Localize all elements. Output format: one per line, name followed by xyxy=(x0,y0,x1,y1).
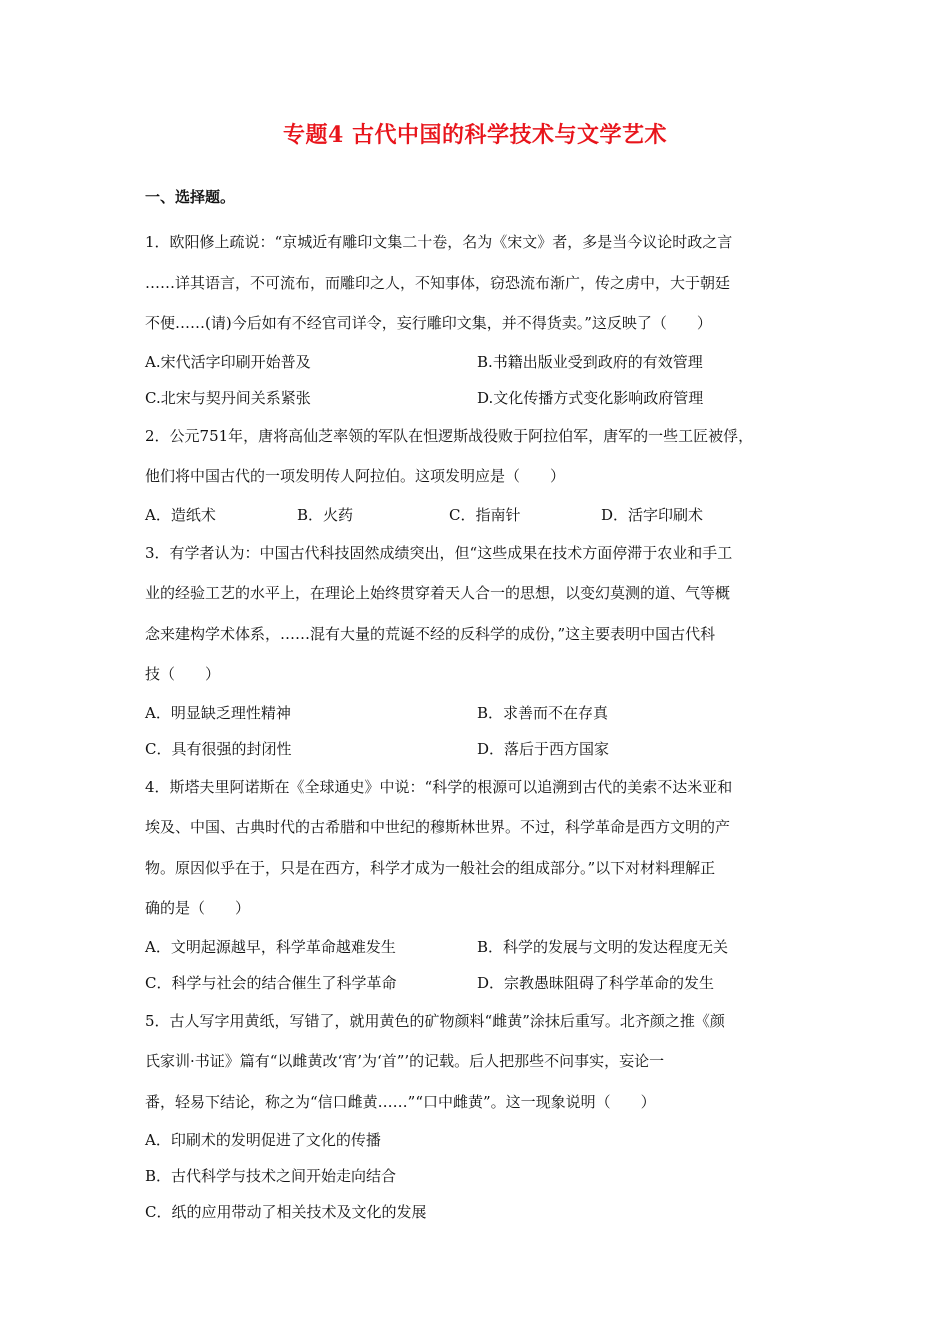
question-3-option-a: A．明显缺乏理性精神 xyxy=(145,703,291,722)
question-1-line-3: 不便……(请)今后如有不经官司详令，妄行雕印文集，并不得货卖。”这反映了（ ） xyxy=(145,314,712,332)
question-2-option-a: A．造纸术 xyxy=(145,505,216,524)
section-heading: 一、选择题。 xyxy=(145,188,236,206)
question-5-option-b: B．古代科学与技术之间开始走向结合 xyxy=(145,1167,397,1185)
question-2-option-d: D．活字印刷术 xyxy=(601,505,704,524)
question-3-option-c: C．具有很强的封闭性 xyxy=(145,739,292,758)
question-4-line-2: 埃及、中国、古典时代的古希腊和中世纪的穆斯林世界。不过，科学革命是西方文明的产 xyxy=(145,818,731,836)
question-4-option-d: D．宗教愚昧阻碍了科学革命的发生 xyxy=(477,973,715,992)
question-2-option-c: C．指南针 xyxy=(449,505,521,524)
question-3-line-1: 3．有学者认为：中国古代科技固然成绩突出，但“这些成果在技术方面停滞于农业和手工 xyxy=(145,543,733,562)
question-3-option-b: B．求善而不在存真 xyxy=(477,703,609,722)
question-1-option-d: D.文化传播方式变化影响政府管理 xyxy=(477,388,704,407)
questions-list xyxy=(145,222,809,1230)
question-4-option-a: A．文明起源越早，科学革命越难发生 xyxy=(145,937,396,956)
question-2-options-row xyxy=(145,497,809,533)
question-4-options-row-2 xyxy=(145,965,809,1001)
question-3 xyxy=(145,533,809,767)
question-3-option-d: D．落后于西方国家 xyxy=(477,739,610,758)
question-5-option-c: C．纸的应用带动了相关技术及文化的发展 xyxy=(145,1203,427,1221)
question-3-line-2: 业的经验工艺的水平上，在理论上始终贯穿着天人合一的思想，以变幻莫测的道、气等概 xyxy=(145,584,731,602)
question-1-option-a: A.宋代活字印刷开始普及 xyxy=(145,352,311,371)
question-3-options-row-2 xyxy=(145,731,809,767)
question-3-line-3: 念来建构学术体系，……混有大量的荒诞不经的反科学的成份，”这主要表明中国古代科 xyxy=(145,624,716,643)
document-title: 专题4 古代中国的科学技术与文学艺术 xyxy=(283,122,667,148)
question-5-line-3: 番，轻易下结论，称之为“信口雌黄……”“口中雌黄”。这一现象说明（ ） xyxy=(145,1092,656,1111)
question-4-options-row-1 xyxy=(145,929,809,965)
question-4-option-b: B．科学的发展与文明的发达程度无关 xyxy=(477,937,729,956)
question-4-line-1: 4．斯塔夫里阿诺斯在《全球通史》中说：“科学的根源可以追溯到古代的美索不达米亚和 xyxy=(145,777,733,796)
question-1-options-row-1 xyxy=(145,344,809,380)
question-4 xyxy=(145,767,809,1001)
question-2-line-1: 2．公元751年，唐将高仙芝率领的军队在怛逻斯战役败于阿拉伯军，唐军的一些工匠被俘， xyxy=(145,426,754,445)
question-3-line-4: 技（ ） xyxy=(145,665,221,683)
question-1-line-2: ……详其语言，不可流布，而雕印之人，不知事体，窃恐流布渐广，传之虏中，大于朝廷 xyxy=(145,273,731,292)
question-1-option-b: B.书籍出版业受到政府的有效管理 xyxy=(477,352,703,371)
question-5-option-a: A．印刷术的发明促进了文化的传播 xyxy=(145,1131,381,1149)
question-1-options-row-2 xyxy=(145,380,809,416)
question-5-line-1: 5．古人写字用黄纸，写错了，就用黄色的矿物颜料“雌黄”涂抹后重写。北齐颜之推《颜 xyxy=(145,1011,725,1030)
question-5-line-2: 氏家训·书证》篇有“以雌黄改‘宵’为‘首”’的记载。后人把那些不问事实，妄论一 xyxy=(145,1052,665,1070)
question-4-line-4: 确的是（ ） xyxy=(145,899,251,917)
question-1 xyxy=(145,222,809,416)
question-1-option-c: C.北宋与契丹间关系紧张 xyxy=(145,388,311,407)
question-1-line-1: 1．欧阳修上疏说：“京城近有雕印文集二十卷，名为《宋文》者，多是当今议论时政之言 xyxy=(145,233,733,251)
question-2 xyxy=(145,416,809,533)
question-2-option-b: B．火药 xyxy=(297,505,354,524)
question-5 xyxy=(145,1001,809,1231)
question-4-option-c: C．科学与社会的结合催生了科学革命 xyxy=(145,973,397,992)
question-2-line-2: 他们将中国古代的一项发明传人阿拉伯。这项发明应是（ ） xyxy=(145,467,566,485)
question-4-line-3: 物。原因似乎在于，只是在西方，科学才成为一般社会的组成部分。”以下对材料理解正 xyxy=(145,858,716,877)
question-3-options-row-1 xyxy=(145,695,809,731)
